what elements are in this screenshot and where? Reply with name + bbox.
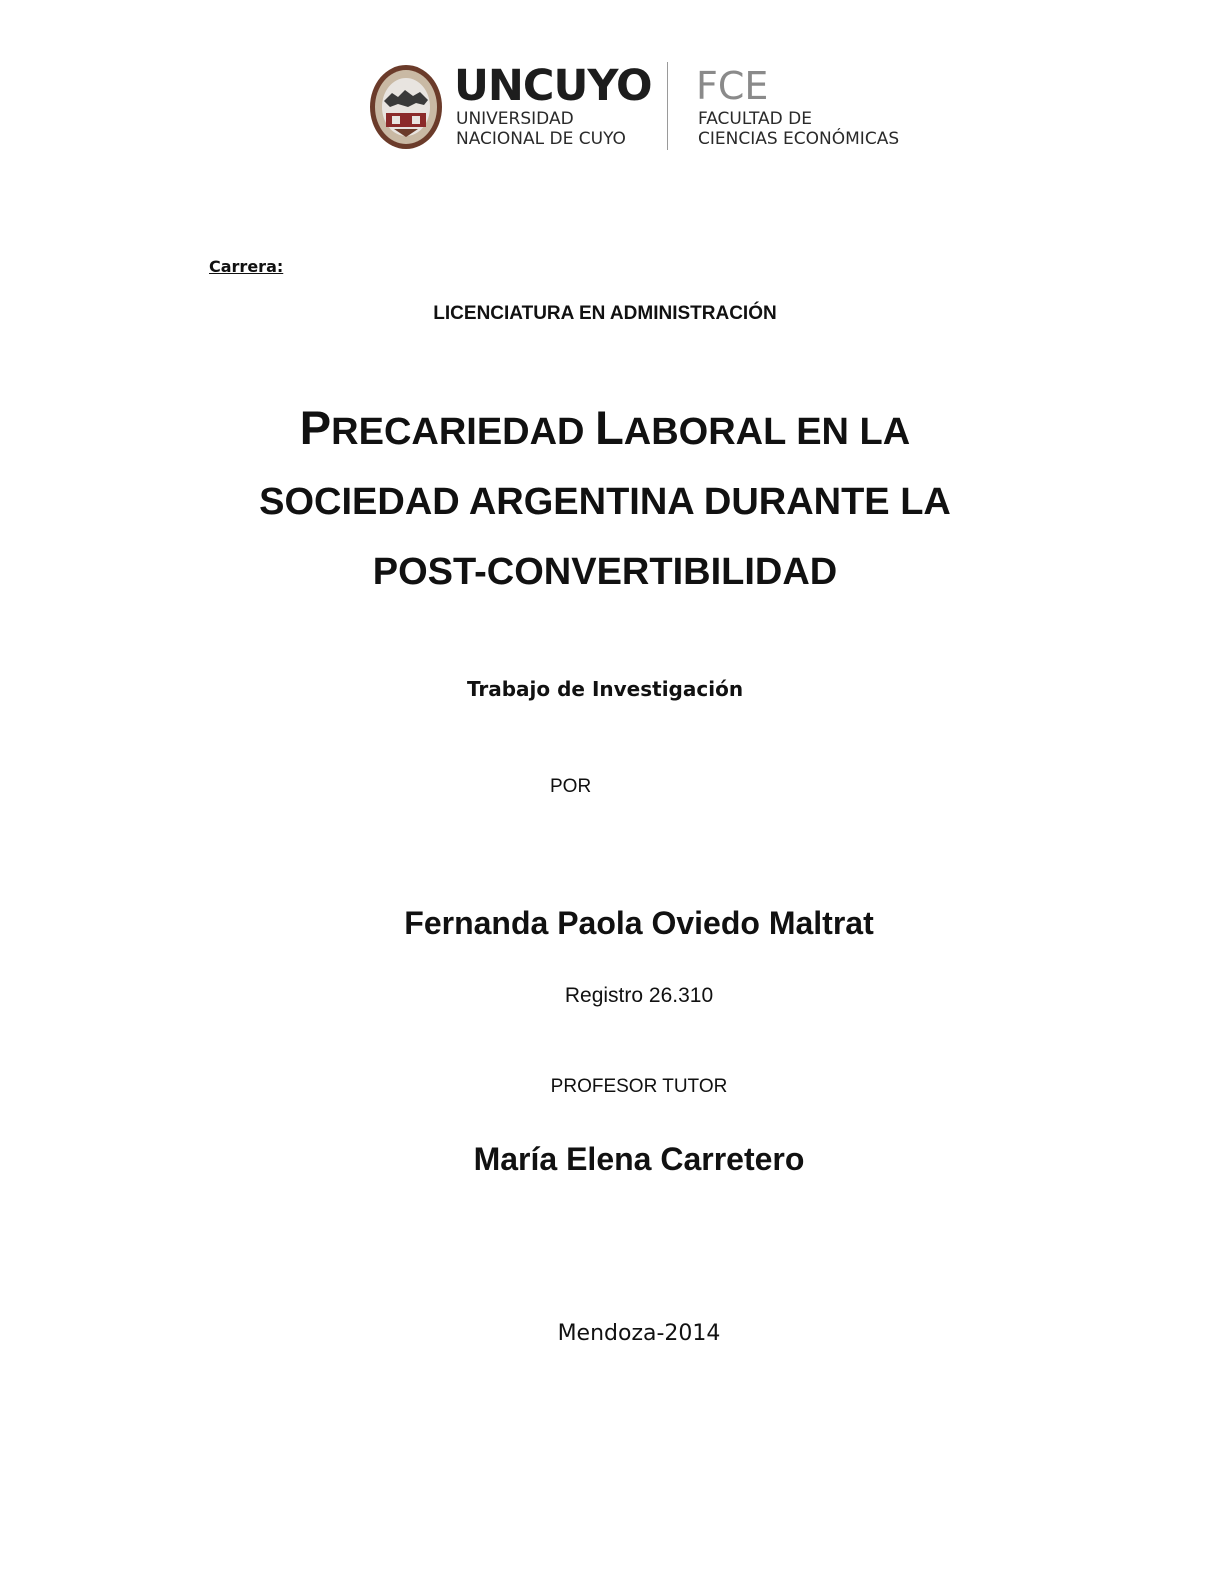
por-label: POR: [550, 776, 592, 797]
place-date: Mendoza-2014: [557, 1321, 721, 1346]
university-seal-icon: [368, 63, 444, 151]
title-line-1-part-2: ABORAL EN LA: [623, 411, 911, 453]
faculty-line-2: CIENCIAS ECONÓMICAS: [698, 129, 900, 149]
university-line-2: NACIONAL DE CUYO: [456, 129, 626, 149]
university-line-1: UNIVERSIDAD: [456, 109, 574, 129]
author-registro: Registro 26.310: [564, 984, 714, 1007]
carrera-label: Carrera:: [209, 257, 284, 276]
tutor-label: PROFESOR TUTOR: [550, 1076, 728, 1097]
faculty-line-1: FACULTAD DE: [698, 109, 813, 129]
title-line-1-cap-1: P: [299, 401, 332, 454]
faculty-full-name: [698, 109, 899, 149]
title-line-3: POST-CONVERTIBILIDAD: [372, 551, 838, 593]
title-line-2: SOCIEDAD ARGENTINA DURANTE LA: [259, 481, 951, 523]
faculty-abbr: FCE: [696, 64, 769, 108]
document-type: Trabajo de Investigación: [466, 677, 744, 701]
author-name: Fernanda Paola Oviedo Maltrat: [404, 905, 874, 941]
header-logo: [368, 60, 913, 155]
document-title: [150, 393, 1060, 607]
logo-divider: [667, 62, 668, 150]
carrera-value: LICENCIATURA EN ADMINISTRACIÓN: [433, 303, 777, 324]
title-line-1: [150, 393, 1060, 467]
title-line-1-part-1: RECARIEDAD: [331, 411, 596, 453]
university-full-name: [456, 109, 626, 149]
title-line-1-cap-2: L: [595, 401, 624, 454]
university-name: UNCUYO: [454, 61, 652, 111]
tutor-name: María Elena Carretero: [473, 1141, 805, 1177]
